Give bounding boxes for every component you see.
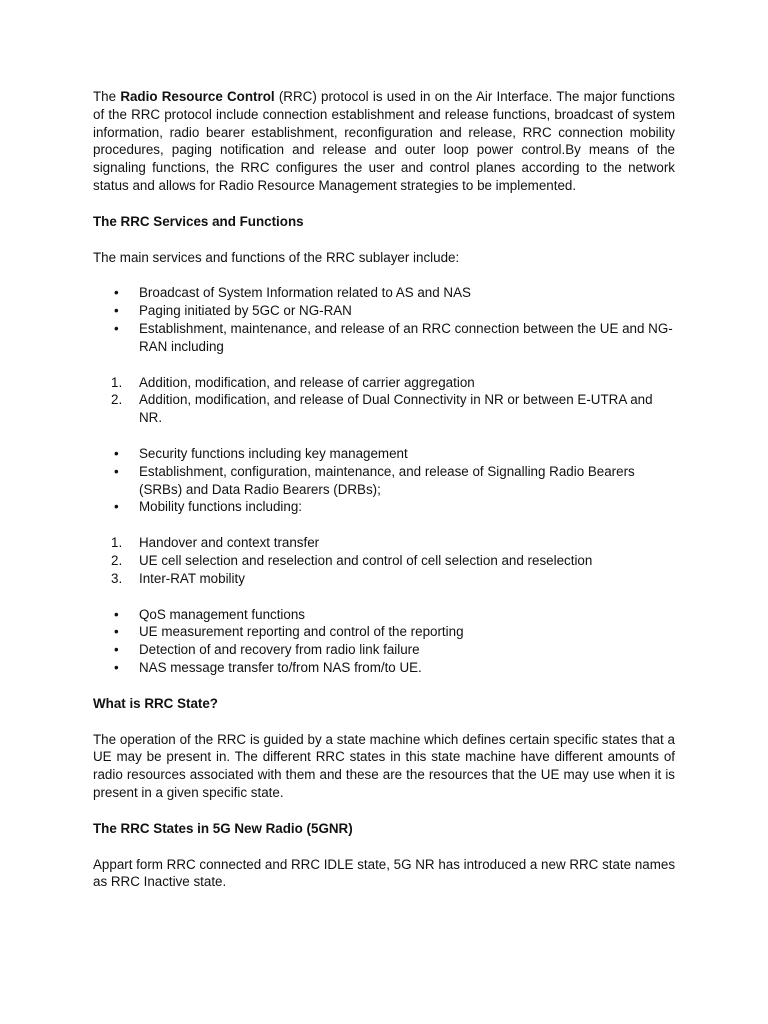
rrc-state-heading: What is RRC State? (93, 695, 218, 711)
intro-term: Radio Resource Control (120, 89, 275, 104)
bullet-list-1 (93, 284, 675, 355)
list-item (93, 374, 675, 392)
intro-suffix: (RRC) protocol is used in on the Air Interface. The major functions of the RRC protocol include connection establishment and release functions, broadcast of system information, radio bearer establishment, reconfiguration and release, RRC connection mobility procedures, paging notification and release and outer loop power control.By means of the signaling functions, the RRC configures the user and control planes according to the network status and allows for Radio Resource Management strategies to be implemented. (93, 89, 675, 193)
list-number: 2. (111, 392, 123, 408)
list-item-text: Addition, modification, and release of Dual Connectivity in NR or between E-UTRA and NR. (139, 392, 653, 426)
list-number: 3. (111, 570, 123, 586)
list-item-text: Addition, modification, and release of carrier aggregation (139, 374, 475, 390)
list-item (93, 391, 675, 427)
states-5g-paragraph: Appart form RRC connected and RRC IDLE state, 5G NR has introduced a new RRC state names as RRC Inactive state. (93, 856, 676, 890)
intro-prefix: The (93, 89, 121, 104)
list-item: • UE measurement reporting and control of the reporting (93, 623, 675, 641)
document-body (93, 88, 675, 891)
bullet-list-2 (93, 445, 675, 516)
list-item (93, 552, 675, 570)
list-number: 1. (111, 374, 123, 390)
list-item-text: Inter-RAT mobility (139, 570, 245, 586)
list-item: • NAS message transfer to/from NAS from/to UE. (93, 659, 675, 677)
list-item: • Establishment, maintenance, and release of an RRC connection between the UE and NG-RAN including (93, 320, 675, 356)
numbered-list-2 (93, 534, 675, 587)
list-number: 2. (111, 552, 123, 568)
intro-paragraph (93, 88, 675, 195)
services-heading: The RRC Services and Functions (93, 213, 304, 229)
list-item: • Establishment, configuration, maintenance, and release of Signalling Radio Bearers (SRBs) and Data Radio Bearers (DRBs); (93, 463, 675, 499)
list-item-text: UE cell selection and reselection and control of cell selection and reselection (139, 552, 593, 568)
services-lead: The main services and functions of the RRC sublayer include: (93, 249, 460, 265)
list-item: • QoS management functions (93, 606, 675, 624)
list-item: • Security functions including key management (93, 445, 675, 463)
list-item: • Detection of and recovery from radio link failure (93, 641, 675, 659)
list-item: • Broadcast of System Information related to AS and NAS (93, 284, 675, 302)
list-item (93, 570, 675, 588)
bullet-list-3 (93, 606, 675, 677)
rrc-state-paragraph: The operation of the RRC is guided by a state machine which defines certain specific states that a UE may be present in. The different RRC states in this state machine have different amounts of radio resources associated with them and these are the resources that the UE may use when it is present in a given specific state. (93, 731, 675, 800)
list-item: • Mobility functions including: (93, 498, 675, 516)
list-item (93, 534, 675, 552)
list-item-text: Handover and context transfer (139, 535, 320, 551)
list-item: • Paging initiated by 5GC or NG-RAN (93, 302, 675, 320)
numbered-list-1 (93, 374, 675, 427)
list-number: 1. (111, 535, 123, 551)
states-5g-heading: The RRC States in 5G New Radio (5GNR) (93, 820, 353, 836)
